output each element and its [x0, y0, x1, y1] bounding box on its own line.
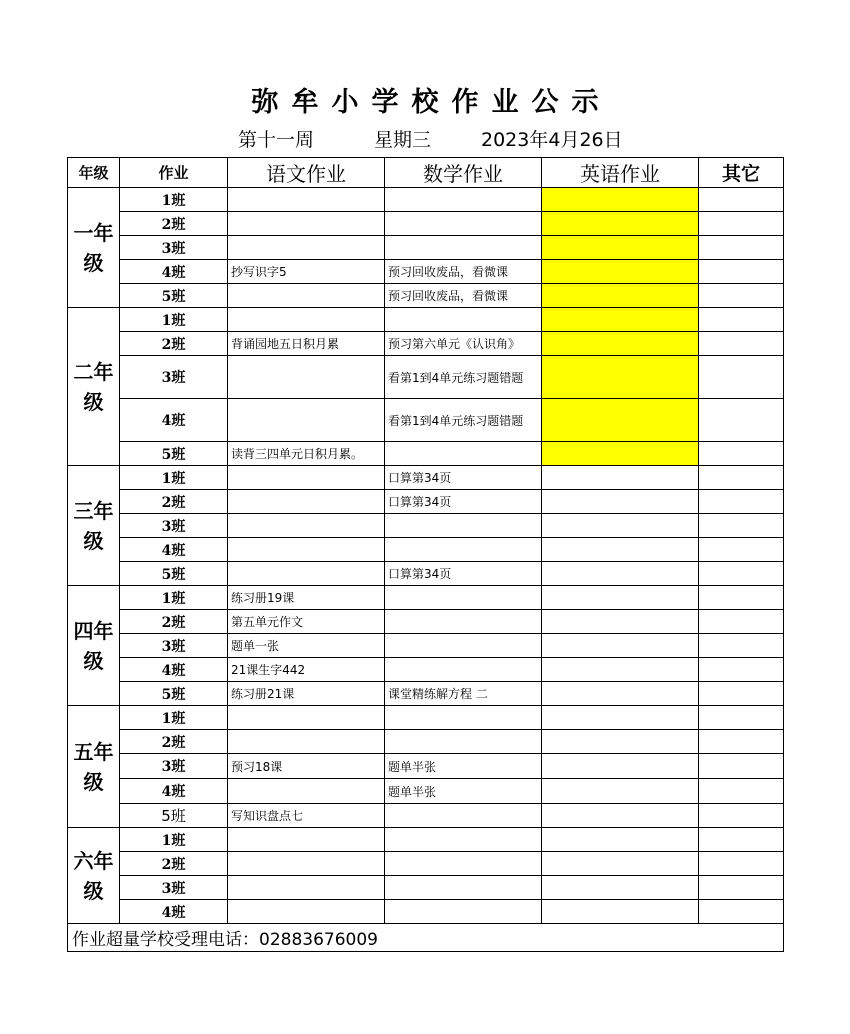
class-label: 2班	[120, 332, 228, 356]
table-row	[68, 514, 784, 538]
header-homework: 作业	[120, 158, 228, 188]
class-label: 5班	[120, 562, 228, 586]
class-label: 4班	[120, 260, 228, 284]
class-label: 2班	[120, 212, 228, 236]
math-homework-cell	[385, 610, 542, 634]
english-homework-cell	[542, 514, 699, 538]
chinese-homework-cell: 写知识盘点七	[228, 804, 385, 828]
other-homework-cell	[699, 682, 784, 706]
table-row	[68, 828, 784, 852]
class-label: 5班	[120, 682, 228, 706]
class-label: 3班	[120, 514, 228, 538]
math-homework-cell	[385, 442, 542, 466]
other-homework-cell	[699, 828, 784, 852]
chinese-homework-cell	[228, 876, 385, 900]
class-label: 1班	[120, 466, 228, 490]
other-homework-cell	[699, 804, 784, 828]
table-row	[68, 804, 784, 828]
grade-cell: 四年级	[68, 586, 120, 706]
table-row	[68, 852, 784, 876]
grade-cell: 一年级	[68, 188, 120, 308]
other-homework-cell	[699, 852, 784, 876]
chinese-homework-cell: 第五单元作文	[228, 610, 385, 634]
english-homework-cell	[542, 188, 699, 212]
table-row	[68, 442, 784, 466]
chinese-homework-cell: 背诵园地五日积月累	[228, 332, 385, 356]
table-row	[68, 188, 784, 212]
grade-cell: 三年级	[68, 466, 120, 586]
class-label: 3班	[120, 356, 228, 399]
chinese-homework-cell	[228, 466, 385, 490]
english-homework-cell	[542, 212, 699, 236]
other-homework-cell	[699, 466, 784, 490]
footer-row	[68, 924, 784, 952]
math-homework-cell	[385, 828, 542, 852]
chinese-homework-cell: 练习册19课	[228, 586, 385, 610]
grade-cell: 六年级	[68, 828, 120, 924]
other-homework-cell	[699, 442, 784, 466]
other-homework-cell	[699, 284, 784, 308]
other-homework-cell	[699, 260, 784, 284]
table-row	[68, 538, 784, 562]
weekday-label: 星期三	[374, 129, 432, 151]
week-label: 第十一周	[238, 129, 315, 151]
class-label: 2班	[120, 852, 228, 876]
english-homework-cell	[542, 658, 699, 682]
date-label: 2023年4月26日	[481, 129, 623, 151]
table-row	[68, 730, 784, 754]
header-english: 英语作业	[542, 158, 699, 188]
math-homework-cell: 课堂精练解方程 二	[385, 682, 542, 706]
chinese-homework-cell	[228, 514, 385, 538]
math-homework-cell	[385, 308, 542, 332]
english-homework-cell	[542, 779, 699, 804]
class-label: 4班	[120, 399, 228, 442]
math-homework-cell: 看第1到4单元练习题错题	[385, 399, 542, 442]
math-homework-cell	[385, 658, 542, 682]
chinese-homework-cell	[228, 828, 385, 852]
math-homework-cell: 口算第34页	[385, 562, 542, 586]
table-row	[68, 610, 784, 634]
english-homework-cell	[542, 754, 699, 779]
chinese-homework-cell: 21课生字442	[228, 658, 385, 682]
math-homework-cell	[385, 188, 542, 212]
chinese-homework-cell: 抄写识字5	[228, 260, 385, 284]
other-homework-cell	[699, 754, 784, 779]
english-homework-cell	[542, 538, 699, 562]
class-label: 3班	[120, 876, 228, 900]
class-label: 5班	[120, 442, 228, 466]
math-homework-cell	[385, 236, 542, 260]
table-row	[68, 754, 784, 779]
chinese-homework-cell	[228, 900, 385, 924]
other-homework-cell	[699, 490, 784, 514]
header-math: 数学作业	[385, 158, 542, 188]
header-row	[68, 158, 784, 188]
math-homework-cell: 题单半张	[385, 779, 542, 804]
complaint-phone: 作业超量学校受理电话：02883676009	[68, 924, 784, 952]
table-row	[68, 236, 784, 260]
table-row	[68, 586, 784, 610]
table-row	[68, 356, 784, 399]
math-homework-cell	[385, 900, 542, 924]
table-row	[68, 876, 784, 900]
table-row	[68, 212, 784, 236]
table-body	[68, 188, 784, 924]
class-label: 1班	[120, 308, 228, 332]
class-label: 4班	[120, 900, 228, 924]
chinese-homework-cell	[228, 730, 385, 754]
math-homework-cell	[385, 804, 542, 828]
chinese-homework-cell	[228, 706, 385, 730]
math-homework-cell: 预习回收废品，看微课	[385, 284, 542, 308]
chinese-homework-cell	[228, 188, 385, 212]
other-homework-cell	[699, 900, 784, 924]
chinese-homework-cell: 题单一张	[228, 634, 385, 658]
english-homework-cell	[542, 236, 699, 260]
math-homework-cell	[385, 514, 542, 538]
chinese-homework-cell	[228, 284, 385, 308]
math-homework-cell: 题单半张	[385, 754, 542, 779]
class-label: 3班	[120, 236, 228, 260]
table-row	[68, 634, 784, 658]
chinese-homework-cell	[228, 399, 385, 442]
class-label: 2班	[120, 730, 228, 754]
english-homework-cell	[542, 706, 699, 730]
math-homework-cell	[385, 538, 542, 562]
chinese-homework-cell	[228, 779, 385, 804]
grade-cell: 二年级	[68, 308, 120, 466]
chinese-homework-cell: 练习册21课	[228, 682, 385, 706]
english-homework-cell	[542, 876, 699, 900]
english-homework-cell	[542, 634, 699, 658]
table-row	[68, 900, 784, 924]
math-homework-cell: 口算第34页	[385, 466, 542, 490]
table-row	[68, 260, 784, 284]
math-homework-cell	[385, 706, 542, 730]
english-homework-cell	[542, 466, 699, 490]
table-row	[68, 308, 784, 332]
chinese-homework-cell	[228, 308, 385, 332]
english-homework-cell	[542, 399, 699, 442]
english-homework-cell	[542, 900, 699, 924]
header-chinese: 语文作业	[228, 158, 385, 188]
math-homework-cell: 看第1到4单元练习题错题	[385, 356, 542, 399]
english-homework-cell	[542, 610, 699, 634]
other-homework-cell	[699, 538, 784, 562]
class-label: 1班	[120, 586, 228, 610]
english-homework-cell	[542, 730, 699, 754]
class-label: 3班	[120, 754, 228, 779]
math-homework-cell	[385, 212, 542, 236]
class-label: 2班	[120, 490, 228, 514]
table-row	[68, 682, 784, 706]
table-row	[68, 332, 784, 356]
class-label: 5班	[120, 284, 228, 308]
english-homework-cell	[542, 356, 699, 399]
other-homework-cell	[699, 212, 784, 236]
class-label: 4班	[120, 538, 228, 562]
english-homework-cell	[542, 586, 699, 610]
other-homework-cell	[699, 562, 784, 586]
other-homework-cell	[699, 356, 784, 399]
chinese-homework-cell: 预习18课	[228, 754, 385, 779]
chinese-homework-cell	[228, 852, 385, 876]
math-homework-cell	[385, 634, 542, 658]
other-homework-cell	[699, 586, 784, 610]
homework-table	[67, 157, 784, 952]
math-homework-cell	[385, 852, 542, 876]
other-homework-cell	[699, 188, 784, 212]
chinese-homework-cell	[228, 356, 385, 399]
english-homework-cell	[542, 852, 699, 876]
other-homework-cell	[699, 399, 784, 442]
math-homework-cell	[385, 586, 542, 610]
math-homework-cell	[385, 730, 542, 754]
english-homework-cell	[542, 284, 699, 308]
table-row	[68, 658, 784, 682]
english-homework-cell	[542, 682, 699, 706]
chinese-homework-cell	[228, 538, 385, 562]
class-label: 3班	[120, 634, 228, 658]
header-grade: 年级	[68, 158, 120, 188]
other-homework-cell	[699, 730, 784, 754]
other-homework-cell	[699, 634, 784, 658]
english-homework-cell	[542, 442, 699, 466]
class-label: 1班	[120, 706, 228, 730]
chinese-homework-cell: 读背三四单元日积月累。	[228, 442, 385, 466]
math-homework-cell: 预习第六单元《认识角》	[385, 332, 542, 356]
other-homework-cell	[699, 308, 784, 332]
english-homework-cell	[542, 828, 699, 852]
english-homework-cell	[542, 490, 699, 514]
class-label: 4班	[120, 779, 228, 804]
table-row	[68, 284, 784, 308]
class-label: 5班	[120, 804, 228, 828]
class-label: 1班	[120, 828, 228, 852]
table-row	[68, 490, 784, 514]
other-homework-cell	[699, 610, 784, 634]
other-homework-cell	[699, 779, 784, 804]
class-label: 2班	[120, 610, 228, 634]
table-row	[68, 562, 784, 586]
other-homework-cell	[699, 332, 784, 356]
other-homework-cell	[699, 658, 784, 682]
english-homework-cell	[542, 332, 699, 356]
other-homework-cell	[699, 514, 784, 538]
english-homework-cell	[542, 804, 699, 828]
table-row	[68, 706, 784, 730]
table-row	[68, 466, 784, 490]
class-label: 4班	[120, 658, 228, 682]
chinese-homework-cell	[228, 236, 385, 260]
english-homework-cell	[542, 260, 699, 284]
math-homework-cell: 预习回收废品，看微课	[385, 260, 542, 284]
math-homework-cell	[385, 876, 542, 900]
header-other: 其它	[699, 158, 784, 188]
other-homework-cell	[699, 876, 784, 900]
chinese-homework-cell	[228, 490, 385, 514]
grade-cell: 五年级	[68, 706, 120, 828]
table-row	[68, 399, 784, 442]
english-homework-cell	[542, 308, 699, 332]
chinese-homework-cell	[228, 212, 385, 236]
chinese-homework-cell	[228, 562, 385, 586]
math-homework-cell: 口算第34页	[385, 490, 542, 514]
other-homework-cell	[699, 706, 784, 730]
table-row	[68, 779, 784, 804]
page-title: 弥牟小学校作业公示	[251, 87, 612, 118]
english-homework-cell	[542, 562, 699, 586]
class-label: 1班	[120, 188, 228, 212]
other-homework-cell	[699, 236, 784, 260]
